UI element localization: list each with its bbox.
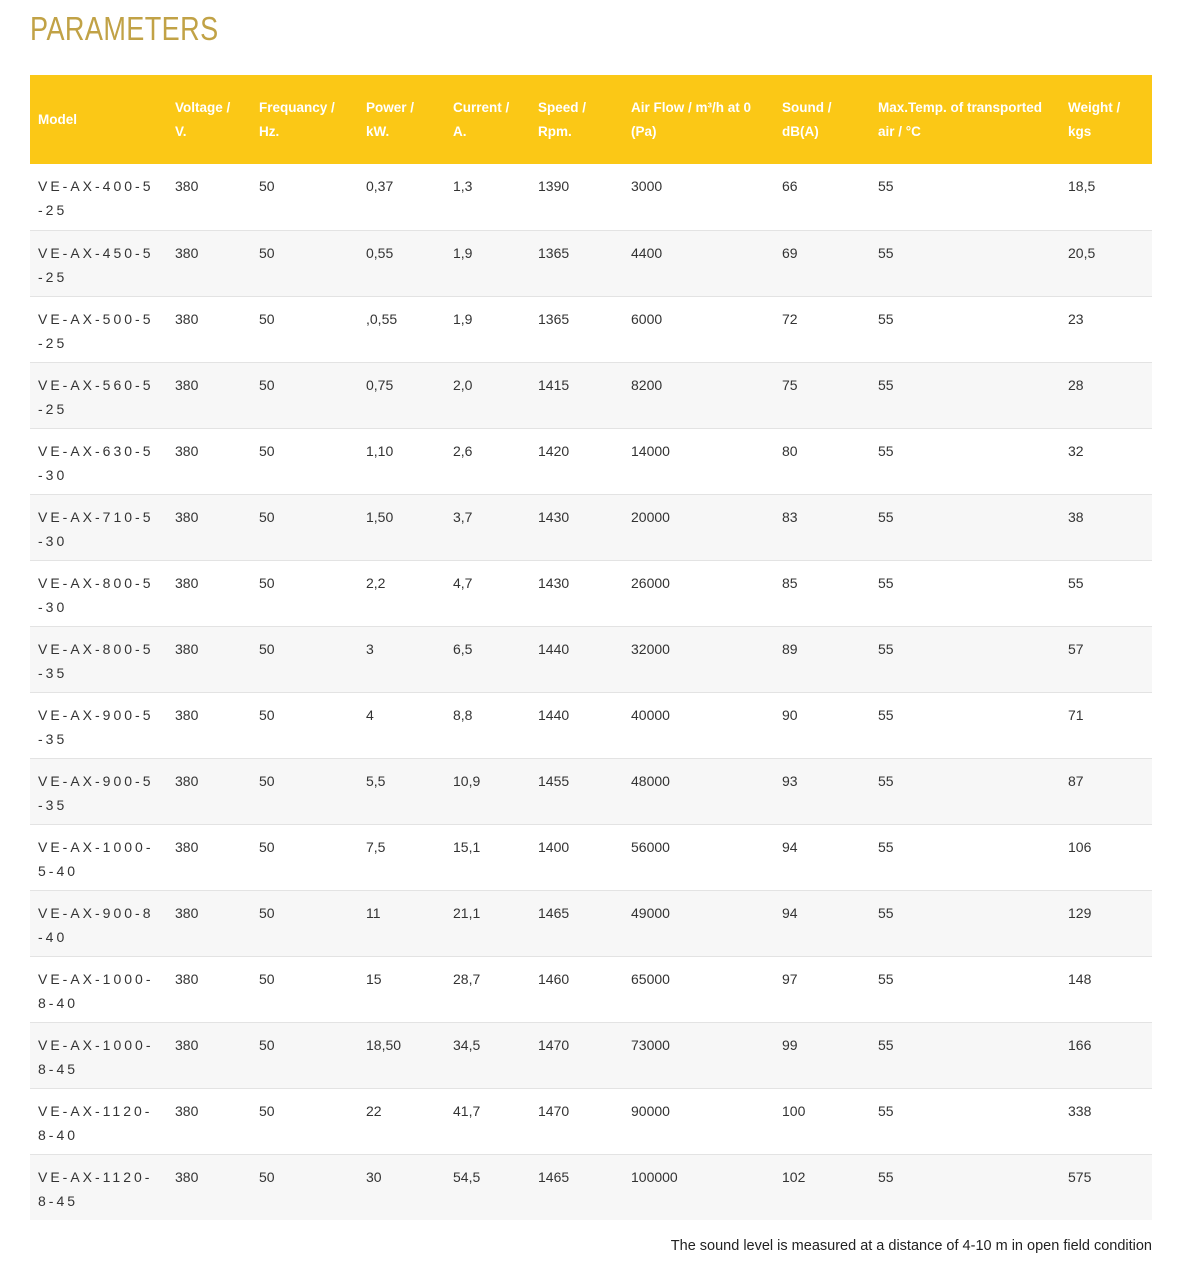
cell-current: 2,0 xyxy=(453,376,473,393)
cell-model: VE-AX-630-5-30 xyxy=(38,442,154,483)
table-row xyxy=(30,494,1152,560)
cell-weight: 129 xyxy=(1068,904,1092,921)
cell-frequency: 50 xyxy=(259,1168,275,1185)
cell-sound: 90 xyxy=(782,706,798,723)
cell-max-temp: 55 xyxy=(878,970,894,987)
cell-max-temp: 55 xyxy=(878,1168,894,1185)
cell-weight: 148 xyxy=(1068,970,1092,987)
cell-power: 22 xyxy=(366,1102,382,1119)
cell-frequency: 50 xyxy=(259,772,275,789)
cell-air-flow: 4400 xyxy=(631,244,663,261)
cell-power: 2,2 xyxy=(366,574,386,591)
cell-voltage: 380 xyxy=(175,310,199,327)
cell-power: 15 xyxy=(366,970,382,987)
cell-sound: 93 xyxy=(782,772,798,789)
cell-frequency: 50 xyxy=(259,838,275,855)
cell-max-temp: 55 xyxy=(878,310,894,327)
cell-speed: 1430 xyxy=(538,508,570,525)
cell-speed: 1415 xyxy=(538,376,570,393)
cell-current: 1,9 xyxy=(453,310,473,327)
cell-air-flow: 48000 xyxy=(631,772,670,789)
cell-voltage: 380 xyxy=(175,574,199,591)
table-row xyxy=(30,692,1152,758)
cell-max-temp: 55 xyxy=(878,508,894,525)
cell-voltage: 380 xyxy=(175,970,199,987)
cell-voltage: 380 xyxy=(175,706,199,723)
cell-speed: 1465 xyxy=(538,904,570,921)
header-current: Current / A. xyxy=(453,99,510,139)
header-air-flow: Air Flow / m³/h at 0 (Pa) xyxy=(631,99,752,139)
cell-sound: 69 xyxy=(782,244,798,261)
cell-weight: 18,5 xyxy=(1068,178,1096,194)
cell-frequency: 50 xyxy=(259,1102,275,1119)
cell-current: 2,6 xyxy=(453,442,473,459)
cell-sound: 72 xyxy=(782,310,798,327)
cell-air-flow: 6000 xyxy=(631,310,663,327)
table-row xyxy=(30,758,1152,824)
cell-sound: 99 xyxy=(782,1036,798,1053)
cell-sound: 66 xyxy=(782,178,798,194)
cell-power: 1,50 xyxy=(366,508,394,525)
table-row xyxy=(30,362,1152,428)
cell-frequency: 50 xyxy=(259,376,275,393)
cell-max-temp: 55 xyxy=(878,442,894,459)
table-row xyxy=(30,1154,1152,1220)
cell-model: VE-AX-900-8-40 xyxy=(38,904,154,945)
cell-max-temp: 55 xyxy=(878,1036,894,1053)
table-row xyxy=(30,626,1152,692)
cell-air-flow: 90000 xyxy=(631,1102,670,1119)
cell-max-temp: 55 xyxy=(878,904,894,921)
cell-voltage: 380 xyxy=(175,508,199,525)
cell-speed: 1440 xyxy=(538,706,570,723)
cell-model: VE-AX-500-5-25 xyxy=(38,310,154,351)
cell-model: VE-AX-1000-8-40 xyxy=(38,970,154,1011)
cell-model: VE-AX-710-5-30 xyxy=(38,508,154,549)
cell-model: VE-AX-450-5-25 xyxy=(38,244,154,285)
cell-speed: 1365 xyxy=(538,310,570,327)
cell-current: 54,5 xyxy=(453,1168,481,1185)
cell-speed: 1365 xyxy=(538,244,570,261)
table-row xyxy=(30,296,1152,362)
header-voltage: Voltage / V. xyxy=(175,99,231,139)
footnote: The sound level is measured at a distance of 4-10 m in open field condition xyxy=(670,1238,1152,1254)
cell-power: ,0,55 xyxy=(366,310,398,327)
cell-frequency: 50 xyxy=(259,178,275,194)
table-row xyxy=(30,956,1152,1022)
table-row xyxy=(30,1088,1152,1154)
parameters-table xyxy=(30,75,1152,1220)
cell-power: 30 xyxy=(366,1168,382,1185)
cell-voltage: 380 xyxy=(175,442,199,459)
header-speed: Speed / Rpm. xyxy=(538,99,587,139)
cell-air-flow: 14000 xyxy=(631,442,670,459)
cell-max-temp: 55 xyxy=(878,1102,894,1119)
cell-voltage: 380 xyxy=(175,1036,199,1053)
cell-air-flow: 100000 xyxy=(631,1168,678,1185)
cell-voltage: 380 xyxy=(175,244,199,261)
cell-frequency: 50 xyxy=(259,706,275,723)
cell-sound: 85 xyxy=(782,574,798,591)
cell-max-temp: 55 xyxy=(878,244,894,261)
cell-air-flow: 8200 xyxy=(631,376,663,393)
cell-voltage: 380 xyxy=(175,904,199,921)
cell-weight: 71 xyxy=(1068,706,1084,723)
cell-current: 4,7 xyxy=(453,574,473,591)
cell-power: 0,55 xyxy=(366,244,394,261)
cell-model: VE-AX-800-5-35 xyxy=(38,640,154,681)
table-row xyxy=(30,428,1152,494)
cell-voltage: 380 xyxy=(175,1168,199,1185)
cell-air-flow: 32000 xyxy=(631,640,670,657)
cell-power: 1,10 xyxy=(366,442,394,459)
cell-weight: 38 xyxy=(1068,508,1084,525)
cell-air-flow: 3000 xyxy=(631,178,663,194)
cell-frequency: 50 xyxy=(259,1036,275,1053)
table-row xyxy=(30,824,1152,890)
cell-voltage: 380 xyxy=(175,772,199,789)
table-row xyxy=(30,890,1152,956)
cell-current: 10,9 xyxy=(453,772,481,789)
table-row xyxy=(30,164,1152,230)
cell-air-flow: 65000 xyxy=(631,970,670,987)
cell-model: VE-AX-1120-8-40 xyxy=(38,1102,153,1143)
cell-weight: 20,5 xyxy=(1068,244,1096,261)
header-power: Power / kW. xyxy=(366,99,415,139)
cell-power: 0,75 xyxy=(366,376,394,393)
cell-model: VE-AX-1000-8-45 xyxy=(38,1036,154,1077)
cell-speed: 1470 xyxy=(538,1102,570,1119)
cell-air-flow: 49000 xyxy=(631,904,670,921)
cell-sound: 97 xyxy=(782,970,798,987)
cell-current: 3,7 xyxy=(453,508,473,525)
cell-model: VE-AX-1000-5-40 xyxy=(38,838,154,879)
cell-speed: 1440 xyxy=(538,640,570,657)
cell-speed: 1400 xyxy=(538,838,570,855)
cell-sound: 80 xyxy=(782,442,798,459)
header-frequency: Frequancy / Hz. xyxy=(259,99,335,139)
cell-power: 11 xyxy=(366,904,381,921)
cell-current: 1,9 xyxy=(453,244,473,261)
cell-max-temp: 55 xyxy=(878,376,894,393)
table-header-row xyxy=(30,75,1152,164)
cell-weight: 23 xyxy=(1068,310,1084,327)
cell-speed: 1390 xyxy=(538,178,570,194)
cell-max-temp: 55 xyxy=(878,574,894,591)
header-sound: Sound / dB(A) xyxy=(782,99,832,139)
cell-model: VE-AX-400-5-25 xyxy=(38,178,154,218)
cell-model: VE-AX-560-5-25 xyxy=(38,376,154,417)
page-title: PARAMETERS xyxy=(30,10,219,47)
header-weight: Weight / kgs xyxy=(1068,99,1121,139)
cell-sound: 89 xyxy=(782,640,798,657)
cell-current: 21,1 xyxy=(453,904,481,921)
cell-sound: 83 xyxy=(782,508,798,525)
cell-air-flow: 73000 xyxy=(631,1036,670,1053)
cell-power: 18,50 xyxy=(366,1036,402,1053)
cell-current: 8,8 xyxy=(453,706,473,723)
table-row xyxy=(30,560,1152,626)
cell-speed: 1460 xyxy=(538,970,570,987)
cell-model: VE-AX-800-5-30 xyxy=(38,574,154,615)
cell-weight: 106 xyxy=(1068,838,1092,855)
table-row xyxy=(30,1022,1152,1088)
cell-air-flow: 56000 xyxy=(631,838,670,855)
cell-weight: 338 xyxy=(1068,1102,1092,1119)
cell-power: 3 xyxy=(366,640,374,657)
header-model: Model xyxy=(38,111,77,127)
cell-weight: 166 xyxy=(1068,1036,1092,1053)
table-row xyxy=(30,230,1152,296)
cell-current: 34,5 xyxy=(453,1036,481,1053)
cell-max-temp: 55 xyxy=(878,640,894,657)
cell-frequency: 50 xyxy=(259,574,275,591)
cell-current: 6,5 xyxy=(453,640,473,657)
cell-frequency: 50 xyxy=(259,640,275,657)
cell-speed: 1465 xyxy=(538,1168,570,1185)
parameters-table-wrapper xyxy=(30,75,1152,1220)
cell-weight: 28 xyxy=(1068,376,1084,393)
cell-frequency: 50 xyxy=(259,244,275,261)
cell-weight: 87 xyxy=(1068,772,1084,789)
cell-weight: 55 xyxy=(1068,574,1084,591)
cell-air-flow: 40000 xyxy=(631,706,670,723)
cell-air-flow: 26000 xyxy=(631,574,670,591)
cell-voltage: 380 xyxy=(175,376,199,393)
cell-max-temp: 55 xyxy=(878,772,894,789)
cell-current: 28,7 xyxy=(453,970,481,987)
cell-max-temp: 55 xyxy=(878,838,894,855)
cell-max-temp: 55 xyxy=(878,178,894,194)
cell-model: VE-AX-900-5-35 xyxy=(38,706,154,747)
cell-power: 7,5 xyxy=(366,838,386,855)
cell-model: VE-AX-900-5-35 xyxy=(38,772,154,813)
cell-sound: 75 xyxy=(782,376,798,393)
cell-max-temp: 55 xyxy=(878,706,894,723)
cell-sound: 94 xyxy=(782,838,798,855)
cell-current: 15,1 xyxy=(453,838,481,855)
cell-weight: 32 xyxy=(1068,442,1084,459)
cell-model: VE-AX-1120-8-45 xyxy=(38,1168,153,1209)
cell-voltage: 380 xyxy=(175,640,199,657)
cell-power: 4 xyxy=(366,706,374,723)
cell-current: 41,7 xyxy=(453,1102,481,1119)
cell-voltage: 380 xyxy=(175,838,199,855)
cell-frequency: 50 xyxy=(259,442,275,459)
cell-speed: 1470 xyxy=(538,1036,570,1053)
cell-frequency: 50 xyxy=(259,310,275,327)
cell-voltage: 380 xyxy=(175,178,199,194)
cell-frequency: 50 xyxy=(259,970,275,987)
cell-power: 5,5 xyxy=(366,772,386,789)
cell-power: 0,37 xyxy=(366,178,394,194)
header-max-temp: Max.Temp. of transported air / °C xyxy=(878,99,1043,139)
cell-voltage: 380 xyxy=(175,1102,199,1119)
cell-frequency: 50 xyxy=(259,508,275,525)
cell-air-flow: 20000 xyxy=(631,508,670,525)
cell-frequency: 50 xyxy=(259,904,275,921)
cell-sound: 102 xyxy=(782,1168,806,1185)
cell-weight: 575 xyxy=(1068,1168,1092,1185)
cell-weight: 57 xyxy=(1068,640,1084,657)
cell-current: 1,3 xyxy=(453,178,473,194)
cell-speed: 1455 xyxy=(538,772,570,789)
table-body xyxy=(30,164,1152,1220)
cell-sound: 100 xyxy=(782,1102,806,1119)
cell-speed: 1430 xyxy=(538,574,570,591)
cell-speed: 1420 xyxy=(538,442,570,459)
cell-sound: 94 xyxy=(782,904,798,921)
